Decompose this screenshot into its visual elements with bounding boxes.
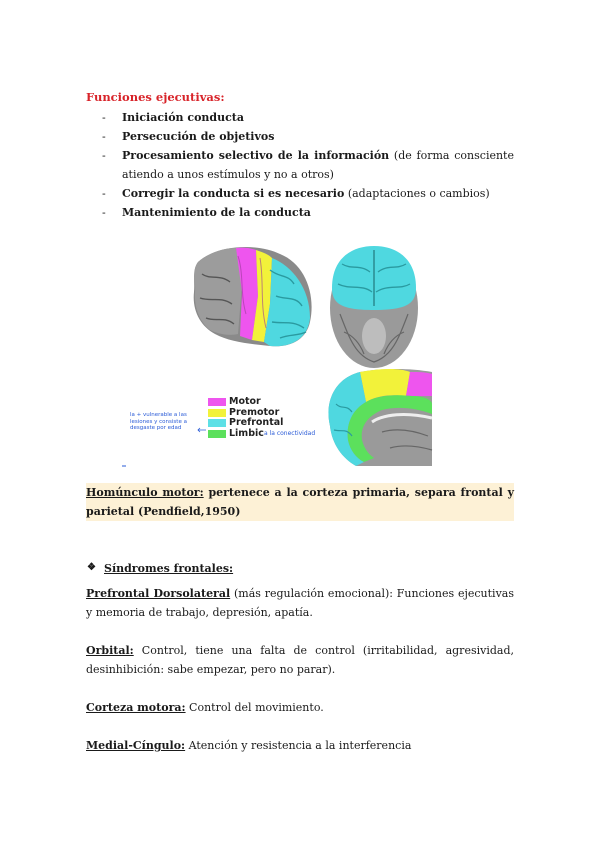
homunculus-label: Homúnculo motor: bbox=[86, 486, 204, 499]
item-text: (adaptaciones o cambios) bbox=[344, 187, 490, 200]
frontal-syndromes-title bbox=[87, 562, 234, 575]
syndrome-medial-cingulate bbox=[86, 736, 514, 755]
syndrome-orbital bbox=[86, 641, 514, 679]
legend-swatch bbox=[208, 430, 226, 438]
item-text: (de forma consciente atiendo a unos estímulos y no a otros) bbox=[122, 149, 514, 181]
executive-functions-title: Funciones ejecutivas: bbox=[86, 90, 225, 104]
legend-item-prefrontal bbox=[208, 418, 283, 429]
syndrome-text: Control, tiene una falta de control (irritabilidad, agresividad, desinhibición: sabe empezar, pero no parar). bbox=[86, 644, 514, 676]
frontal-syndromes-title-text: Síndromes frontales: bbox=[104, 562, 234, 575]
inferior-brain-image bbox=[330, 246, 418, 368]
list-item bbox=[104, 146, 514, 184]
syndrome-label: Prefrontal Dorsolateral bbox=[86, 587, 231, 600]
syndrome-label: Medial-Cíngulo: bbox=[86, 739, 186, 752]
syndrome-label: Orbital: bbox=[86, 644, 134, 657]
syndrome-motor-cortex bbox=[86, 698, 514, 717]
legend-swatch bbox=[208, 409, 226, 417]
item-bold: Mantenimiento de la conducta bbox=[122, 206, 311, 219]
homunculus-text: pertenece a la corteza primaria, separa frontal y parietal (Pendfield,1950) bbox=[86, 486, 514, 518]
list-item bbox=[104, 127, 514, 146]
list-item bbox=[104, 203, 514, 222]
legend-label: Motor bbox=[229, 396, 261, 407]
lateral-brain-image bbox=[194, 247, 312, 346]
legend-item-motor bbox=[208, 397, 283, 408]
diamond-bullet-icon: ❖ bbox=[87, 562, 96, 573]
executive-functions-list bbox=[104, 108, 514, 222]
item-bold: Corregir la conducta si es necesario bbox=[122, 187, 345, 200]
list-item bbox=[104, 108, 514, 127]
list-item bbox=[104, 184, 514, 203]
legend-label: Premotor bbox=[229, 406, 280, 418]
handwritten-note-left: la + vulnerable a las lesiones y consiste a desgaste por edad bbox=[130, 412, 187, 431]
medial-brain-image bbox=[328, 369, 432, 466]
syndrome-text: Control del movimiento. bbox=[185, 701, 324, 714]
item-bold: Procesamiento selectivo de la información bbox=[122, 149, 390, 162]
legend-swatch bbox=[208, 398, 226, 406]
handwritten-note-right: a la conectividad bbox=[264, 430, 316, 437]
syndrome-text: (más regulación emocional): Funciones ejecutivas y memoria de trabajo, depresión, apatía. bbox=[86, 587, 514, 619]
syndrome-label: Corteza motora: bbox=[86, 701, 186, 714]
syndrome-text: Atención y resistencia a la interferencia bbox=[185, 739, 412, 752]
item-bold: Iniciación conducta bbox=[122, 111, 244, 124]
item-bold: Persecución de objetivos bbox=[122, 130, 275, 143]
legend-swatch bbox=[208, 419, 226, 427]
legend-label: Prefrontal bbox=[229, 417, 284, 428]
syndrome-dorsolateral bbox=[86, 584, 514, 622]
homunculus-paragraph bbox=[86, 483, 514, 521]
legend-label: Limbic bbox=[229, 427, 264, 439]
